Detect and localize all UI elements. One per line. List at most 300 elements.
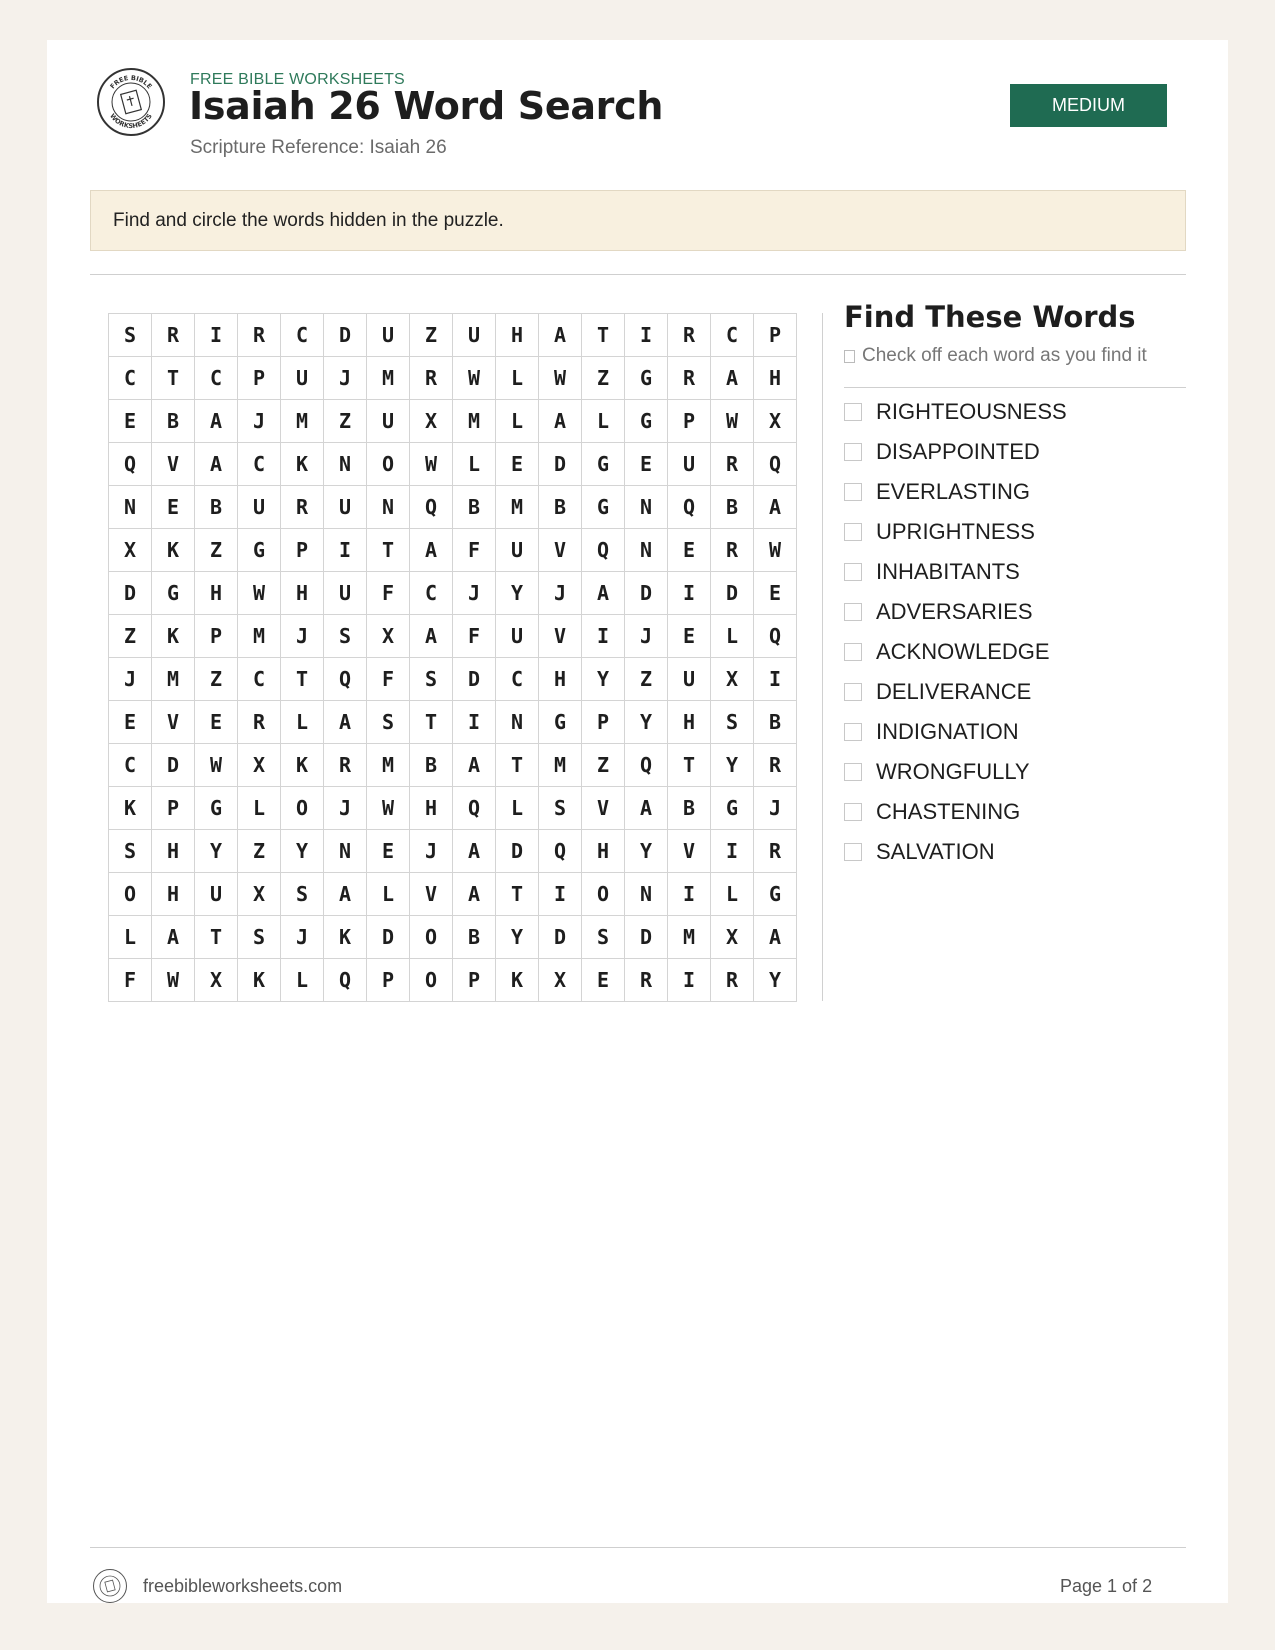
grid-cell[interactable]: H [281, 572, 324, 615]
grid-cell[interactable]: R [711, 959, 754, 1002]
grid-cell[interactable]: P [668, 400, 711, 443]
grid-cell[interactable]: I [324, 529, 367, 572]
grid-cell[interactable]: W [410, 443, 453, 486]
grid-cell[interactable]: P [754, 314, 797, 357]
grid-cell[interactable]: P [152, 787, 195, 830]
grid-cell[interactable]: D [453, 658, 496, 701]
grid-cell[interactable]: N [625, 529, 668, 572]
grid-cell[interactable]: D [496, 830, 539, 873]
grid-cell[interactable]: K [281, 744, 324, 787]
grid-cell[interactable]: A [324, 873, 367, 916]
grid-cell[interactable]: X [238, 744, 281, 787]
grid-row [109, 615, 797, 658]
word-text: DISAPPOINTED [876, 439, 1040, 464]
grid-cell[interactable]: H [152, 830, 195, 873]
grid-cell[interactable]: P [582, 701, 625, 744]
header-divider [90, 274, 1186, 275]
grid-cell[interactable]: L [109, 916, 152, 959]
grid-cell[interactable]: U [367, 400, 410, 443]
footer-site-link[interactable]: freebibleworksheets.com [143, 1576, 343, 1596]
grid-cell[interactable]: V [539, 615, 582, 658]
grid-cell[interactable]: N [324, 443, 367, 486]
grid-cell[interactable]: L [582, 400, 625, 443]
grid-cell[interactable]: L [496, 357, 539, 400]
grid-cell[interactable]: V [539, 529, 582, 572]
grid-cell[interactable]: J [281, 916, 324, 959]
word-checkbox[interactable] [844, 443, 862, 461]
column-divider [822, 313, 823, 1001]
grid-cell[interactable]: F [453, 529, 496, 572]
grid-cell[interactable]: L [281, 959, 324, 1002]
grid-cell[interactable]: K [152, 615, 195, 658]
grid-cell[interactable]: W [754, 529, 797, 572]
grid-cell[interactable]: J [324, 787, 367, 830]
grid-cell[interactable]: M [367, 744, 410, 787]
grid-cell[interactable]: L [711, 873, 754, 916]
word-list-title: Find These Words [844, 300, 1136, 334]
grid-cell[interactable]: Z [410, 314, 453, 357]
word-checkbox[interactable] [844, 723, 862, 741]
grid-cell[interactable]: J [324, 357, 367, 400]
grid-cell[interactable]: O [367, 443, 410, 486]
grid-cell[interactable]: S [582, 916, 625, 959]
grid-cell[interactable]: S [238, 916, 281, 959]
grid-cell[interactable]: C [281, 314, 324, 357]
grid-cell[interactable]: L [281, 701, 324, 744]
grid-cell[interactable]: A [410, 529, 453, 572]
grid-cell[interactable]: D [367, 916, 410, 959]
grid-cell[interactable]: B [152, 400, 195, 443]
grid-cell[interactable]: K [281, 443, 324, 486]
grid-cell[interactable]: A [324, 701, 367, 744]
grid-cell[interactable]: M [453, 400, 496, 443]
grid-cell[interactable]: O [281, 787, 324, 830]
grid-cell[interactable]: N [324, 830, 367, 873]
grid-cell[interactable]: V [668, 830, 711, 873]
grid-cell[interactable]: R [754, 830, 797, 873]
grid-cell[interactable]: T [152, 357, 195, 400]
grid-cell[interactable]: W [539, 357, 582, 400]
grid-cell[interactable]: R [711, 529, 754, 572]
grid-cell[interactable]: C [109, 744, 152, 787]
grid-cell[interactable]: G [195, 787, 238, 830]
grid-cell[interactable]: N [625, 486, 668, 529]
grid-cell[interactable]: Q [754, 615, 797, 658]
grid-cell[interactable]: G [152, 572, 195, 615]
difficulty-badge: MEDIUM [1010, 84, 1167, 127]
grid-cell[interactable]: S [539, 787, 582, 830]
grid-cell[interactable]: Z [109, 615, 152, 658]
grid-cell[interactable]: Q [324, 658, 367, 701]
grid-cell[interactable]: E [582, 959, 625, 1002]
grid-cell[interactable]: Q [582, 529, 625, 572]
grid-cell[interactable]: W [238, 572, 281, 615]
grid-cell[interactable]: U [367, 314, 410, 357]
grid-cell[interactable]: Q [539, 830, 582, 873]
grid-cell[interactable]: J [238, 400, 281, 443]
grid-cell[interactable]: W [195, 744, 238, 787]
grid-cell[interactable]: U [324, 572, 367, 615]
grid-cell[interactable]: Z [582, 744, 625, 787]
grid-cell[interactable]: L [453, 443, 496, 486]
grid-cell[interactable]: I [711, 830, 754, 873]
grid-cell[interactable]: C [238, 658, 281, 701]
grid-cell[interactable]: I [754, 658, 797, 701]
grid-cell[interactable]: E [754, 572, 797, 615]
grid-cell[interactable]: Q [410, 486, 453, 529]
grid-cell[interactable]: M [367, 357, 410, 400]
grid-cell[interactable]: O [410, 959, 453, 1002]
grid-cell[interactable]: V [582, 787, 625, 830]
grid-cell[interactable]: P [238, 357, 281, 400]
grid-cell[interactable]: V [152, 701, 195, 744]
svg-text:WORKSHEETS: WORKSHEETS [108, 112, 154, 131]
grid-cell[interactable]: O [109, 873, 152, 916]
grid-cell[interactable]: X [195, 959, 238, 1002]
grid-row [109, 572, 797, 615]
grid-cell[interactable]: P [453, 959, 496, 1002]
grid-cell[interactable]: Q [109, 443, 152, 486]
grid-cell[interactable]: S [711, 701, 754, 744]
grid-cell[interactable]: C [496, 658, 539, 701]
grid-cell[interactable]: I [668, 873, 711, 916]
grid-cell[interactable]: A [539, 314, 582, 357]
grid-cell[interactable]: Q [754, 443, 797, 486]
grid-cell[interactable]: C [195, 357, 238, 400]
grid-cell[interactable]: E [496, 443, 539, 486]
grid-cell[interactable]: E [625, 443, 668, 486]
grid-row [109, 357, 797, 400]
grid-cell[interactable]: H [152, 873, 195, 916]
worksheet-page [47, 40, 1228, 1603]
word-checkbox[interactable] [844, 683, 862, 701]
grid-cell[interactable]: R [410, 357, 453, 400]
grid-cell[interactable]: Z [625, 658, 668, 701]
grid-cell[interactable]: L [496, 400, 539, 443]
grid-cell[interactable]: I [668, 572, 711, 615]
grid-cell[interactable]: Y [582, 658, 625, 701]
grid-cell[interactable]: R [152, 314, 195, 357]
grid-cell[interactable]: G [238, 529, 281, 572]
grid-cell[interactable]: H [410, 787, 453, 830]
grid-cell[interactable]: B [754, 701, 797, 744]
grid-cell[interactable]: Q [324, 959, 367, 1002]
footer-divider [90, 1547, 1186, 1548]
grid-cell[interactable]: A [754, 486, 797, 529]
grid-cell[interactable]: K [109, 787, 152, 830]
grid-cell[interactable]: A [453, 830, 496, 873]
grid-cell[interactable]: G [582, 486, 625, 529]
grid-cell[interactable]: U [496, 529, 539, 572]
grid-cell[interactable]: H [496, 314, 539, 357]
grid-cell[interactable]: U [324, 486, 367, 529]
grid-cell[interactable]: C [238, 443, 281, 486]
grid-cell[interactable]: T [668, 744, 711, 787]
grid-row [109, 787, 797, 830]
word-list-item [844, 832, 1067, 872]
grid-cell[interactable]: E [367, 830, 410, 873]
grid-cell[interactable]: L [711, 615, 754, 658]
grid-cell[interactable]: R [668, 314, 711, 357]
grid-cell[interactable]: B [453, 486, 496, 529]
grid-cell[interactable]: R [238, 701, 281, 744]
grid-cell[interactable]: E [109, 701, 152, 744]
grid-row [109, 873, 797, 916]
grid-cell[interactable]: R [754, 744, 797, 787]
grid-cell[interactable]: T [496, 873, 539, 916]
grid-cell[interactable]: J [539, 572, 582, 615]
grid-cell[interactable]: J [754, 787, 797, 830]
grid-cell[interactable]: G [625, 400, 668, 443]
grid-cell[interactable]: G [711, 787, 754, 830]
grid-cell[interactable]: I [539, 873, 582, 916]
grid-cell[interactable]: Y [625, 830, 668, 873]
grid-cell[interactable]: R [324, 744, 367, 787]
grid-cell[interactable]: T [410, 701, 453, 744]
grid-cell[interactable]: P [195, 615, 238, 658]
grid-cell[interactable]: I [582, 615, 625, 658]
scripture-reference: Scripture Reference: Isaiah 26 [190, 137, 447, 158]
grid-cell[interactable]: D [324, 314, 367, 357]
grid-cell[interactable]: A [453, 744, 496, 787]
grid-cell[interactable]: A [625, 787, 668, 830]
grid-cell[interactable]: A [711, 357, 754, 400]
grid-cell[interactable]: J [625, 615, 668, 658]
grid-cell[interactable]: X [238, 873, 281, 916]
grid-cell[interactable]: E [668, 615, 711, 658]
grid-cell[interactable]: B [195, 486, 238, 529]
grid-cell[interactable]: M [668, 916, 711, 959]
grid-cell[interactable]: V [410, 873, 453, 916]
grid-cell[interactable]: Z [195, 658, 238, 701]
word-list-item [844, 752, 1067, 792]
grid-cell[interactable]: W [367, 787, 410, 830]
grid-cell[interactable]: L [238, 787, 281, 830]
grid-row [109, 443, 797, 486]
grid-cell[interactable]: X [711, 916, 754, 959]
grid-cell[interactable]: J [281, 615, 324, 658]
grid-cell[interactable]: V [152, 443, 195, 486]
grid-cell[interactable]: K [496, 959, 539, 1002]
word-list-item [844, 552, 1067, 592]
grid-cell[interactable]: P [281, 529, 324, 572]
grid-cell[interactable]: X [754, 400, 797, 443]
word-checkbox[interactable] [844, 803, 862, 821]
grid-cell[interactable]: B [410, 744, 453, 787]
grid-cell[interactable]: T [367, 529, 410, 572]
grid-cell[interactable]: I [668, 959, 711, 1002]
grid-cell[interactable]: D [109, 572, 152, 615]
grid-cell[interactable]: I [625, 314, 668, 357]
grid-cell[interactable]: Y [496, 572, 539, 615]
grid-cell[interactable]: N [496, 701, 539, 744]
word-list-hint [844, 345, 1147, 367]
word-checkbox[interactable] [844, 403, 862, 421]
grid-cell[interactable]: A [582, 572, 625, 615]
grid-cell[interactable]: R [625, 959, 668, 1002]
grid-cell[interactable]: U [496, 615, 539, 658]
grid-cell[interactable]: M [152, 658, 195, 701]
grid-cell[interactable]: L [496, 787, 539, 830]
grid-row [109, 830, 797, 873]
word-checkbox[interactable] [844, 603, 862, 621]
grid-cell[interactable]: M [496, 486, 539, 529]
grid-cell[interactable]: X [410, 400, 453, 443]
grid-cell[interactable]: Q [668, 486, 711, 529]
grid-cell[interactable]: R [238, 314, 281, 357]
grid-cell[interactable]: B [711, 486, 754, 529]
grid-cell[interactable]: T [582, 314, 625, 357]
grid-cell[interactable]: J [109, 658, 152, 701]
grid-cell[interactable]: J [410, 830, 453, 873]
grid-cell[interactable]: A [195, 400, 238, 443]
grid-cell[interactable]: O [582, 873, 625, 916]
grid-cell[interactable]: Y [754, 959, 797, 1002]
grid-cell[interactable]: M [238, 615, 281, 658]
grid-cell[interactable]: T [281, 658, 324, 701]
grid-cell[interactable]: A [195, 443, 238, 486]
word-list-item [844, 632, 1067, 672]
grid-cell[interactable]: E [668, 529, 711, 572]
grid-cell[interactable]: B [668, 787, 711, 830]
grid-cell[interactable]: B [453, 916, 496, 959]
grid-cell[interactable]: F [453, 615, 496, 658]
grid-cell[interactable]: M [281, 400, 324, 443]
grid-cell[interactable]: Y [281, 830, 324, 873]
grid-cell[interactable]: X [539, 959, 582, 1002]
grid-cell[interactable]: Z [238, 830, 281, 873]
word-checkbox[interactable] [844, 563, 862, 581]
grid-cell[interactable]: C [711, 314, 754, 357]
grid-cell[interactable]: U [668, 658, 711, 701]
logo-icon [97, 68, 165, 136]
word-text: CHASTENING [876, 799, 1021, 824]
grid-cell[interactable]: U [668, 443, 711, 486]
grid-cell[interactable]: W [453, 357, 496, 400]
grid-cell[interactable]: D [152, 744, 195, 787]
grid-cell[interactable]: B [539, 486, 582, 529]
grid-cell[interactable]: Z [582, 357, 625, 400]
grid-cell[interactable]: D [539, 443, 582, 486]
grid-cell[interactable]: C [410, 572, 453, 615]
grid-cell[interactable]: X [109, 529, 152, 572]
grid-cell[interactable]: G [625, 357, 668, 400]
grid-cell[interactable]: F [367, 658, 410, 701]
grid-cell[interactable]: N [109, 486, 152, 529]
grid-cell[interactable]: H [754, 357, 797, 400]
grid-cell[interactable]: U [238, 486, 281, 529]
word-list-item [844, 672, 1067, 712]
grid-cell[interactable]: S [324, 615, 367, 658]
grid-cell[interactable]: U [453, 314, 496, 357]
grid-cell[interactable]: D [625, 916, 668, 959]
grid-cell[interactable]: E [152, 486, 195, 529]
grid-cell[interactable]: Y [496, 916, 539, 959]
word-checkbox[interactable] [844, 843, 862, 861]
grid-cell[interactable]: H [539, 658, 582, 701]
grid-cell[interactable]: D [539, 916, 582, 959]
grid-cell[interactable]: Z [324, 400, 367, 443]
word-text: DELIVERANCE [876, 679, 1032, 704]
grid-cell[interactable]: D [711, 572, 754, 615]
grid-cell[interactable]: I [453, 701, 496, 744]
word-list-item [844, 472, 1067, 512]
grid-cell[interactable]: O [410, 916, 453, 959]
grid-cell[interactable]: A [539, 400, 582, 443]
grid-cell[interactable]: A [152, 916, 195, 959]
grid-cell[interactable]: N [625, 873, 668, 916]
grid-cell[interactable]: H [582, 830, 625, 873]
grid-cell[interactable]: F [109, 959, 152, 1002]
footer-logo-icon [93, 1569, 127, 1603]
grid-cell[interactable]: K [238, 959, 281, 1002]
grid-cell[interactable]: G [754, 873, 797, 916]
grid-cell[interactable]: M [539, 744, 582, 787]
grid-cell[interactable]: R [668, 357, 711, 400]
word-checkbox[interactable] [844, 523, 862, 541]
grid-cell[interactable]: E [195, 701, 238, 744]
grid-cell[interactable]: G [582, 443, 625, 486]
grid-cell[interactable]: J [453, 572, 496, 615]
grid-cell[interactable]: I [195, 314, 238, 357]
grid-cell[interactable]: U [195, 873, 238, 916]
grid-cell[interactable]: R [281, 486, 324, 529]
grid-cell[interactable]: Y [195, 830, 238, 873]
grid-cell[interactable]: L [367, 873, 410, 916]
grid-cell[interactable]: G [539, 701, 582, 744]
grid-cell[interactable]: T [496, 744, 539, 787]
grid-cell[interactable]: Q [453, 787, 496, 830]
grid-cell[interactable]: X [367, 615, 410, 658]
grid-cell[interactable]: R [711, 443, 754, 486]
word-list-divider [844, 387, 1186, 388]
grid-cell[interactable]: S [109, 830, 152, 873]
grid-cell[interactable]: P [367, 959, 410, 1002]
grid-cell[interactable]: A [754, 916, 797, 959]
grid-cell[interactable]: W [152, 959, 195, 1002]
word-text: INHABITANTS [876, 559, 1020, 584]
grid-cell[interactable]: S [281, 873, 324, 916]
grid-cell[interactable]: E [109, 400, 152, 443]
grid-cell[interactable]: H [668, 701, 711, 744]
word-checkbox[interactable] [844, 643, 862, 661]
grid-cell[interactable]: Y [711, 744, 754, 787]
grid-cell[interactable]: Z [195, 529, 238, 572]
grid-cell[interactable]: K [152, 529, 195, 572]
grid-cell[interactable]: U [281, 357, 324, 400]
grid-cell[interactable]: S [367, 701, 410, 744]
grid-cell[interactable]: F [367, 572, 410, 615]
grid-cell[interactable]: K [324, 916, 367, 959]
grid-cell[interactable]: C [109, 357, 152, 400]
grid-cell[interactable]: S [410, 658, 453, 701]
grid-row [109, 400, 797, 443]
grid-cell[interactable]: S [109, 314, 152, 357]
grid-cell[interactable]: A [453, 873, 496, 916]
grid-cell[interactable]: W [711, 400, 754, 443]
grid-cell[interactable]: Q [625, 744, 668, 787]
grid-cell[interactable]: H [195, 572, 238, 615]
grid-cell[interactable]: N [367, 486, 410, 529]
grid-cell[interactable]: X [711, 658, 754, 701]
word-list-item [844, 792, 1067, 832]
word-checkbox[interactable] [844, 483, 862, 501]
grid-cell[interactable]: A [410, 615, 453, 658]
grid-cell[interactable]: D [625, 572, 668, 615]
grid-cell[interactable]: Y [625, 701, 668, 744]
grid-cell[interactable]: T [195, 916, 238, 959]
word-checkbox[interactable] [844, 763, 862, 781]
